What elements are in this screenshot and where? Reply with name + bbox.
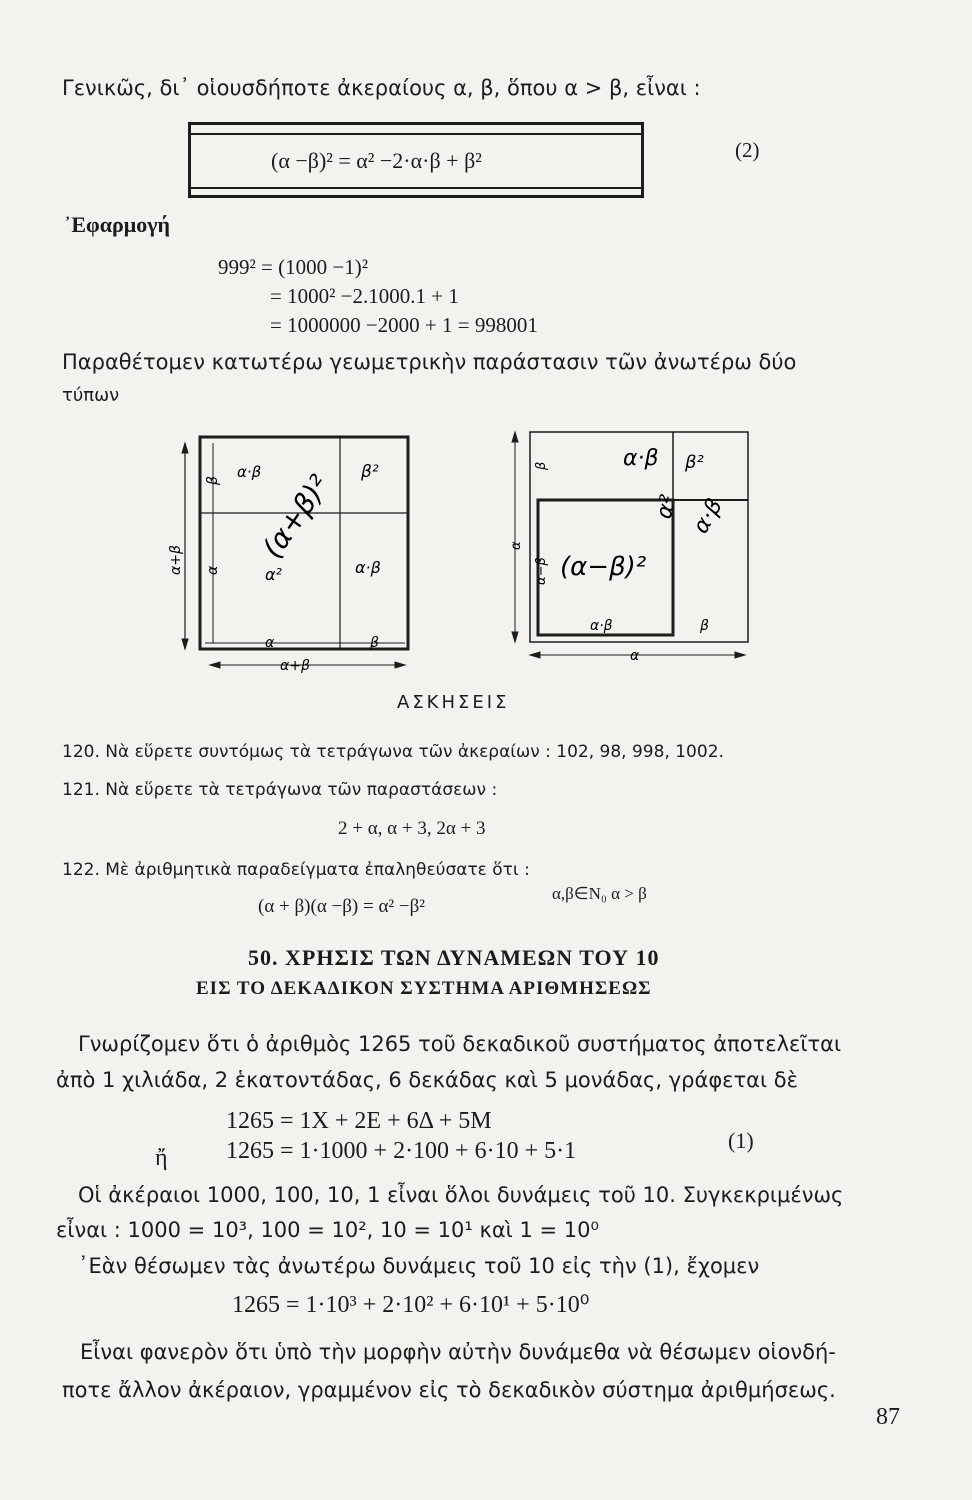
application-heading: ᾿Εφαρμογή — [64, 212, 171, 237]
boxed-formula-frame — [188, 122, 644, 198]
exercises-heading: ΑΣΚΗΣΕΙΣ — [397, 692, 510, 713]
left-fig-b2: β² — [361, 462, 379, 482]
exercise-122-condition: α,β∈N₀ α > β — [552, 884, 647, 903]
left-fig-a2: α² — [265, 565, 282, 584]
paragraph-4-line-1: Εἶναι φανερὸν ὅτι ὑπὸ τὴν μορφὴν αὐτὴν δυνάμεθα νὰ θέσωμεν οἱονδή- — [80, 1340, 836, 1364]
left-fig-diagonal: (α+β)² — [255, 469, 336, 565]
equation-2: 1265 = 1·1000 + 2·100 + 6·10 + 5·1 — [226, 1138, 577, 1164]
paragraph-1-line-1: Γνωρίζομεν ὅτι ὁ ἀριθμὸς 1265 τοῦ δεκαδικοῦ συστήματος ἀποτελεῖται — [78, 1032, 842, 1056]
equation-2-prefix: ἤ — [155, 1145, 168, 1171]
left-fig-side-total: α+β — [168, 545, 184, 575]
right-fig-bottom-ab: α·β — [590, 618, 613, 634]
box-top-rule — [191, 133, 641, 135]
figure-right — [505, 420, 765, 660]
left-fig-ab-right: α·β — [355, 558, 381, 577]
box-bottom-rule — [191, 187, 641, 189]
equation-2-number: (1) — [728, 1128, 754, 1153]
exercise-121-items: 2 + α, α + 3, 2α + 3 — [338, 818, 486, 839]
figures-intro-line-2: τύπων — [62, 385, 120, 406]
section-heading-1: 50. ΧΡΗΣΙΣ ΤΩΝ ΔΥΝΑΜΕΩΝ ΤΟΥ 10 — [248, 945, 660, 970]
boxed-formula-number: (2) — [735, 138, 760, 162]
right-fig-side-alpha: α — [509, 541, 524, 550]
paragraph-3-line-1: ᾿Εὰν θέσωμεν τὰς ἀνωτέρω δυνάμεις τοῦ 10 εἰς τὴν (1), ἔχομεν — [78, 1254, 760, 1278]
equation-1: 1265 = 1X + 2E + 6Δ + 5M — [226, 1108, 492, 1134]
left-fig-bottom-beta: β — [370, 635, 379, 651]
left-fig-bottom-alpha: α — [265, 635, 275, 651]
left-fig-bottom-total: α+β — [280, 658, 310, 674]
application-line-3: = 1000000 −2000 + 1 = 998001 — [270, 313, 538, 337]
paragraph-2-line-2: εἶναι : 1000 = 10³, 100 = 10², 10 = 10¹ καὶ 1 = 10⁰ — [56, 1218, 599, 1242]
application-line-1: 999² = (1000 −1)² — [218, 255, 369, 279]
application-line-2: = 1000² −2.1000.1 + 1 — [270, 284, 459, 308]
right-fig-bottom-beta: β — [700, 618, 709, 634]
figure-left — [165, 425, 435, 680]
paragraph-4-line-2: ποτε ἄλλον ἀκέραιον, γραμμένον εἰς τὸ δεκαδικὸν σύστημα ἀριθμήσεως. — [62, 1378, 836, 1402]
exercise-120: 120. Νὰ εὕρετε συντόμως τὰ τετράγωνα τῶν ἀκεραίων : 102, 98, 998, 1002. — [62, 742, 724, 762]
left-fig-side-beta: β — [205, 476, 221, 485]
exercise-122-formula: (α + β)(α −β) = α² −β² — [258, 896, 425, 917]
paragraph-1-line-2: ἀπὸ 1 χιλιάδα, 2 ἑκατοντάδας, 6 δεκάδας καὶ 5 μονάδας, γράφεται δὲ — [56, 1068, 798, 1092]
right-fig-side-diff: α−β — [534, 557, 549, 585]
left-fig-ab-top: α·β — [237, 463, 262, 481]
right-fig-bottom-alpha: α — [630, 648, 640, 660]
left-fig-side-alpha: α — [205, 565, 221, 575]
exercise-121: 121. Νὰ εὕρετε τὰ τετράγωνα τῶν παραστάσεων : — [62, 780, 498, 800]
right-fig-center: (α−β)² — [560, 552, 647, 582]
page-number: 87 — [876, 1404, 900, 1430]
right-fig-b2: β² — [685, 452, 704, 473]
figures-intro-line-1: Παραθέτομεν κατωτέρω γεωμετρικὴν παράστασιν τῶν ἀνωτέρω δύο — [62, 350, 797, 374]
intro-line: Γενικῶς, δι᾽ οἱουσδήποτε ἀκεραίους α, β, ὅπου α > β, εἶναι : — [62, 76, 701, 100]
section-heading-2: ΕΙΣ ΤΟ ΔΕΚΑΔΙΚΟΝ ΣΥΣΤΗΜΑ ΑΡΙΘΜΗΣΕΩΣ — [196, 978, 652, 999]
paragraph-2-line-1: Οἱ ἀκέραιοι 1000, 100, 10, 1 εἶναι ὅλοι δυνάμεις τοῦ 10. Συγκεκριμένως — [78, 1183, 844, 1207]
equation-3: 1265 = 1·10³ + 2·10² + 6·10¹ + 5·10⁰ — [232, 1292, 590, 1318]
right-fig-diagonal: α² — [651, 492, 682, 522]
right-fig-ab-right: α·β — [688, 494, 728, 538]
right-fig-ab-top: α·β — [623, 446, 659, 471]
exercise-122: 122. Μὲ ἀριθμητικὰ παραδείγματα ἐπαληθεύσατε ὅτι : — [62, 860, 530, 880]
right-fig-side-beta: β — [534, 461, 549, 470]
boxed-formula: (α −β)² = α² −2·α·β + β² — [271, 148, 482, 173]
